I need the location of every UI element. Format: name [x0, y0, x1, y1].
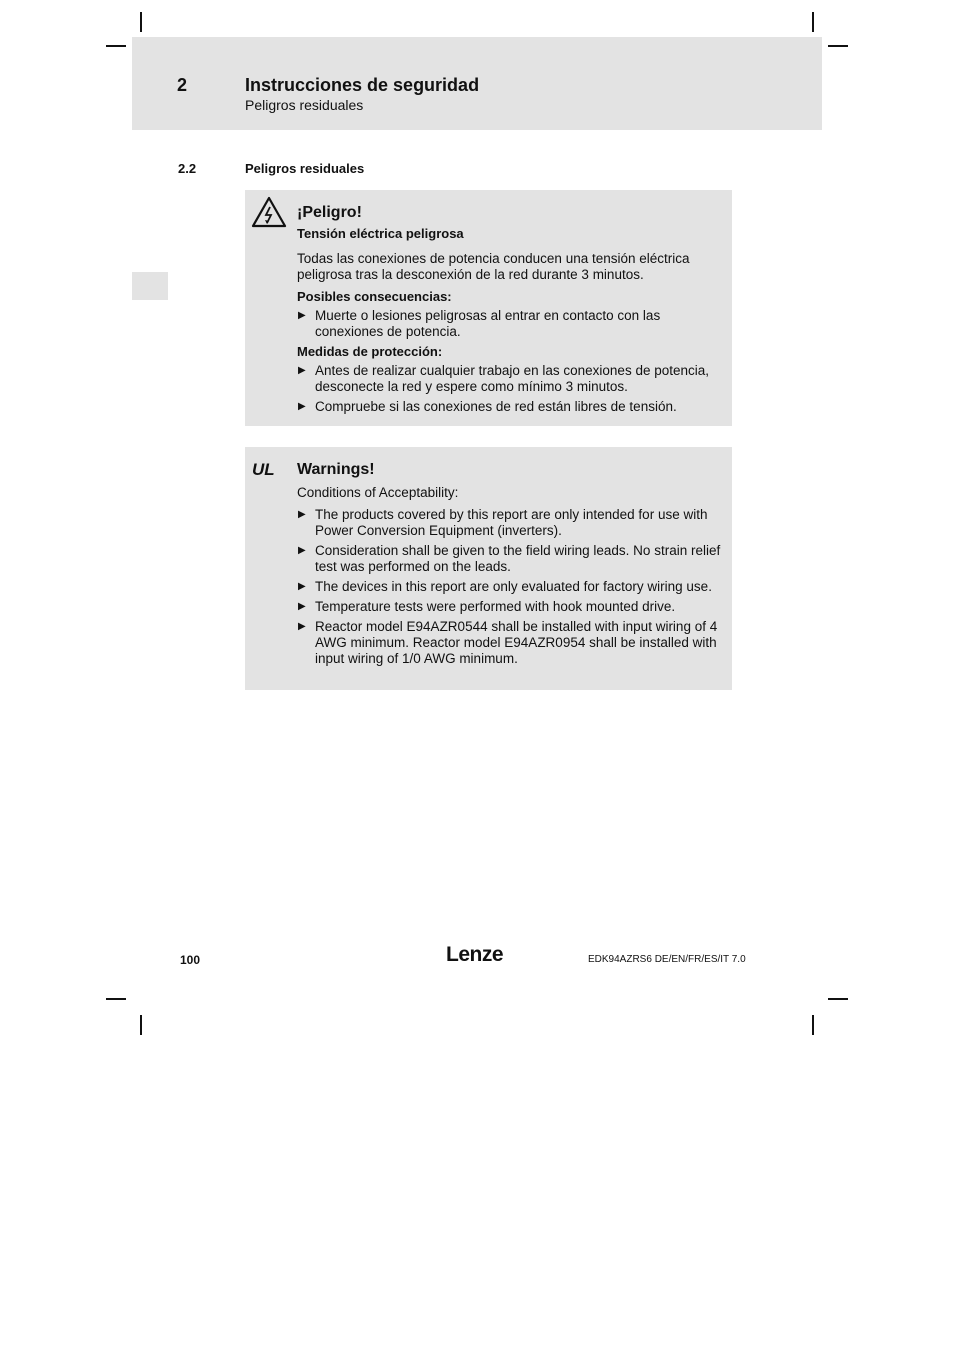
ul-intro: Conditions of Acceptability:	[297, 485, 459, 500]
ul-mark-icon	[251, 459, 279, 484]
consequences-list	[297, 308, 724, 340]
chapter-number: 2	[177, 75, 188, 95]
measures-label: Medidas de protección:	[297, 344, 443, 359]
crop-mark	[828, 998, 848, 1000]
danger-box	[245, 190, 732, 426]
danger-text: Todas las conexiones de potencia conducen una tensión eléctrica peligrosa tras la desconexión de la red durante 3 minutos.	[297, 251, 690, 282]
list-item: ▶ Antes de realizar cualquier trabajo en las conexiones de potencia, desconecte la red y espere como mínimo 3 minutos.	[297, 363, 724, 395]
crop-mark	[812, 12, 814, 32]
section-number: 2.2	[178, 161, 197, 176]
chapter-subtitle: Peligros residuales	[245, 97, 364, 113]
danger-subheading: Tensión eléctrica peligrosa	[297, 226, 464, 241]
chapter-header	[132, 37, 822, 130]
list-item: ▶ The devices in this report are only evaluated for factory wiring use.	[297, 579, 724, 595]
chapter-side-tab	[132, 272, 168, 300]
danger-heading: ¡Peligro!	[297, 204, 362, 221]
page-number: 100	[180, 953, 201, 967]
measures-list	[297, 363, 724, 415]
crop-mark	[140, 1015, 142, 1035]
document-id: EDK94AZRS6 DE/EN/FR/ES/IT 7.0	[588, 954, 746, 965]
crop-mark	[812, 1015, 814, 1035]
list-item: ▶ Muerte o lesiones peligrosas al entrar en contacto con las conexiones de potencia.	[297, 308, 724, 340]
danger-box-content	[297, 204, 724, 419]
lenze-logo: Lenze	[446, 943, 504, 966]
chapter-title: Instrucciones de seguridad	[245, 75, 480, 95]
svg-text:UL: UL	[252, 460, 275, 479]
ul-warnings-box	[245, 447, 732, 690]
consequences-label: Posibles consecuencias:	[297, 289, 452, 304]
high-voltage-warning-icon	[251, 196, 287, 233]
ul-box-content	[297, 461, 724, 671]
crop-mark	[140, 12, 142, 32]
list-item: ▶ Compruebe si las conexiones de red están libres de tensión.	[297, 399, 724, 415]
list-item: ▶ Reactor model E94AZR0544 shall be installed with input wiring of 4 AWG minimum. Reactor model E94AZR0954 shall be installed with input wiring of 1/0 AWG minimum.	[297, 619, 724, 667]
ul-heading: Warnings!	[297, 461, 375, 478]
crop-mark	[106, 998, 126, 1000]
crop-mark	[828, 45, 848, 47]
ul-conditions-list	[297, 507, 724, 667]
section-title: Peligros residuales	[245, 161, 365, 176]
list-item: ▶ Temperature tests were performed with hook mounted drive.	[297, 599, 724, 615]
list-item: ▶ The products covered by this report are only intended for use with Power Conversion Equipment (inverters).	[297, 507, 724, 539]
list-item: ▶ Consideration shall be given to the field wiring leads. No strain relief test was performed on the leads.	[297, 543, 724, 575]
crop-mark	[106, 45, 126, 47]
